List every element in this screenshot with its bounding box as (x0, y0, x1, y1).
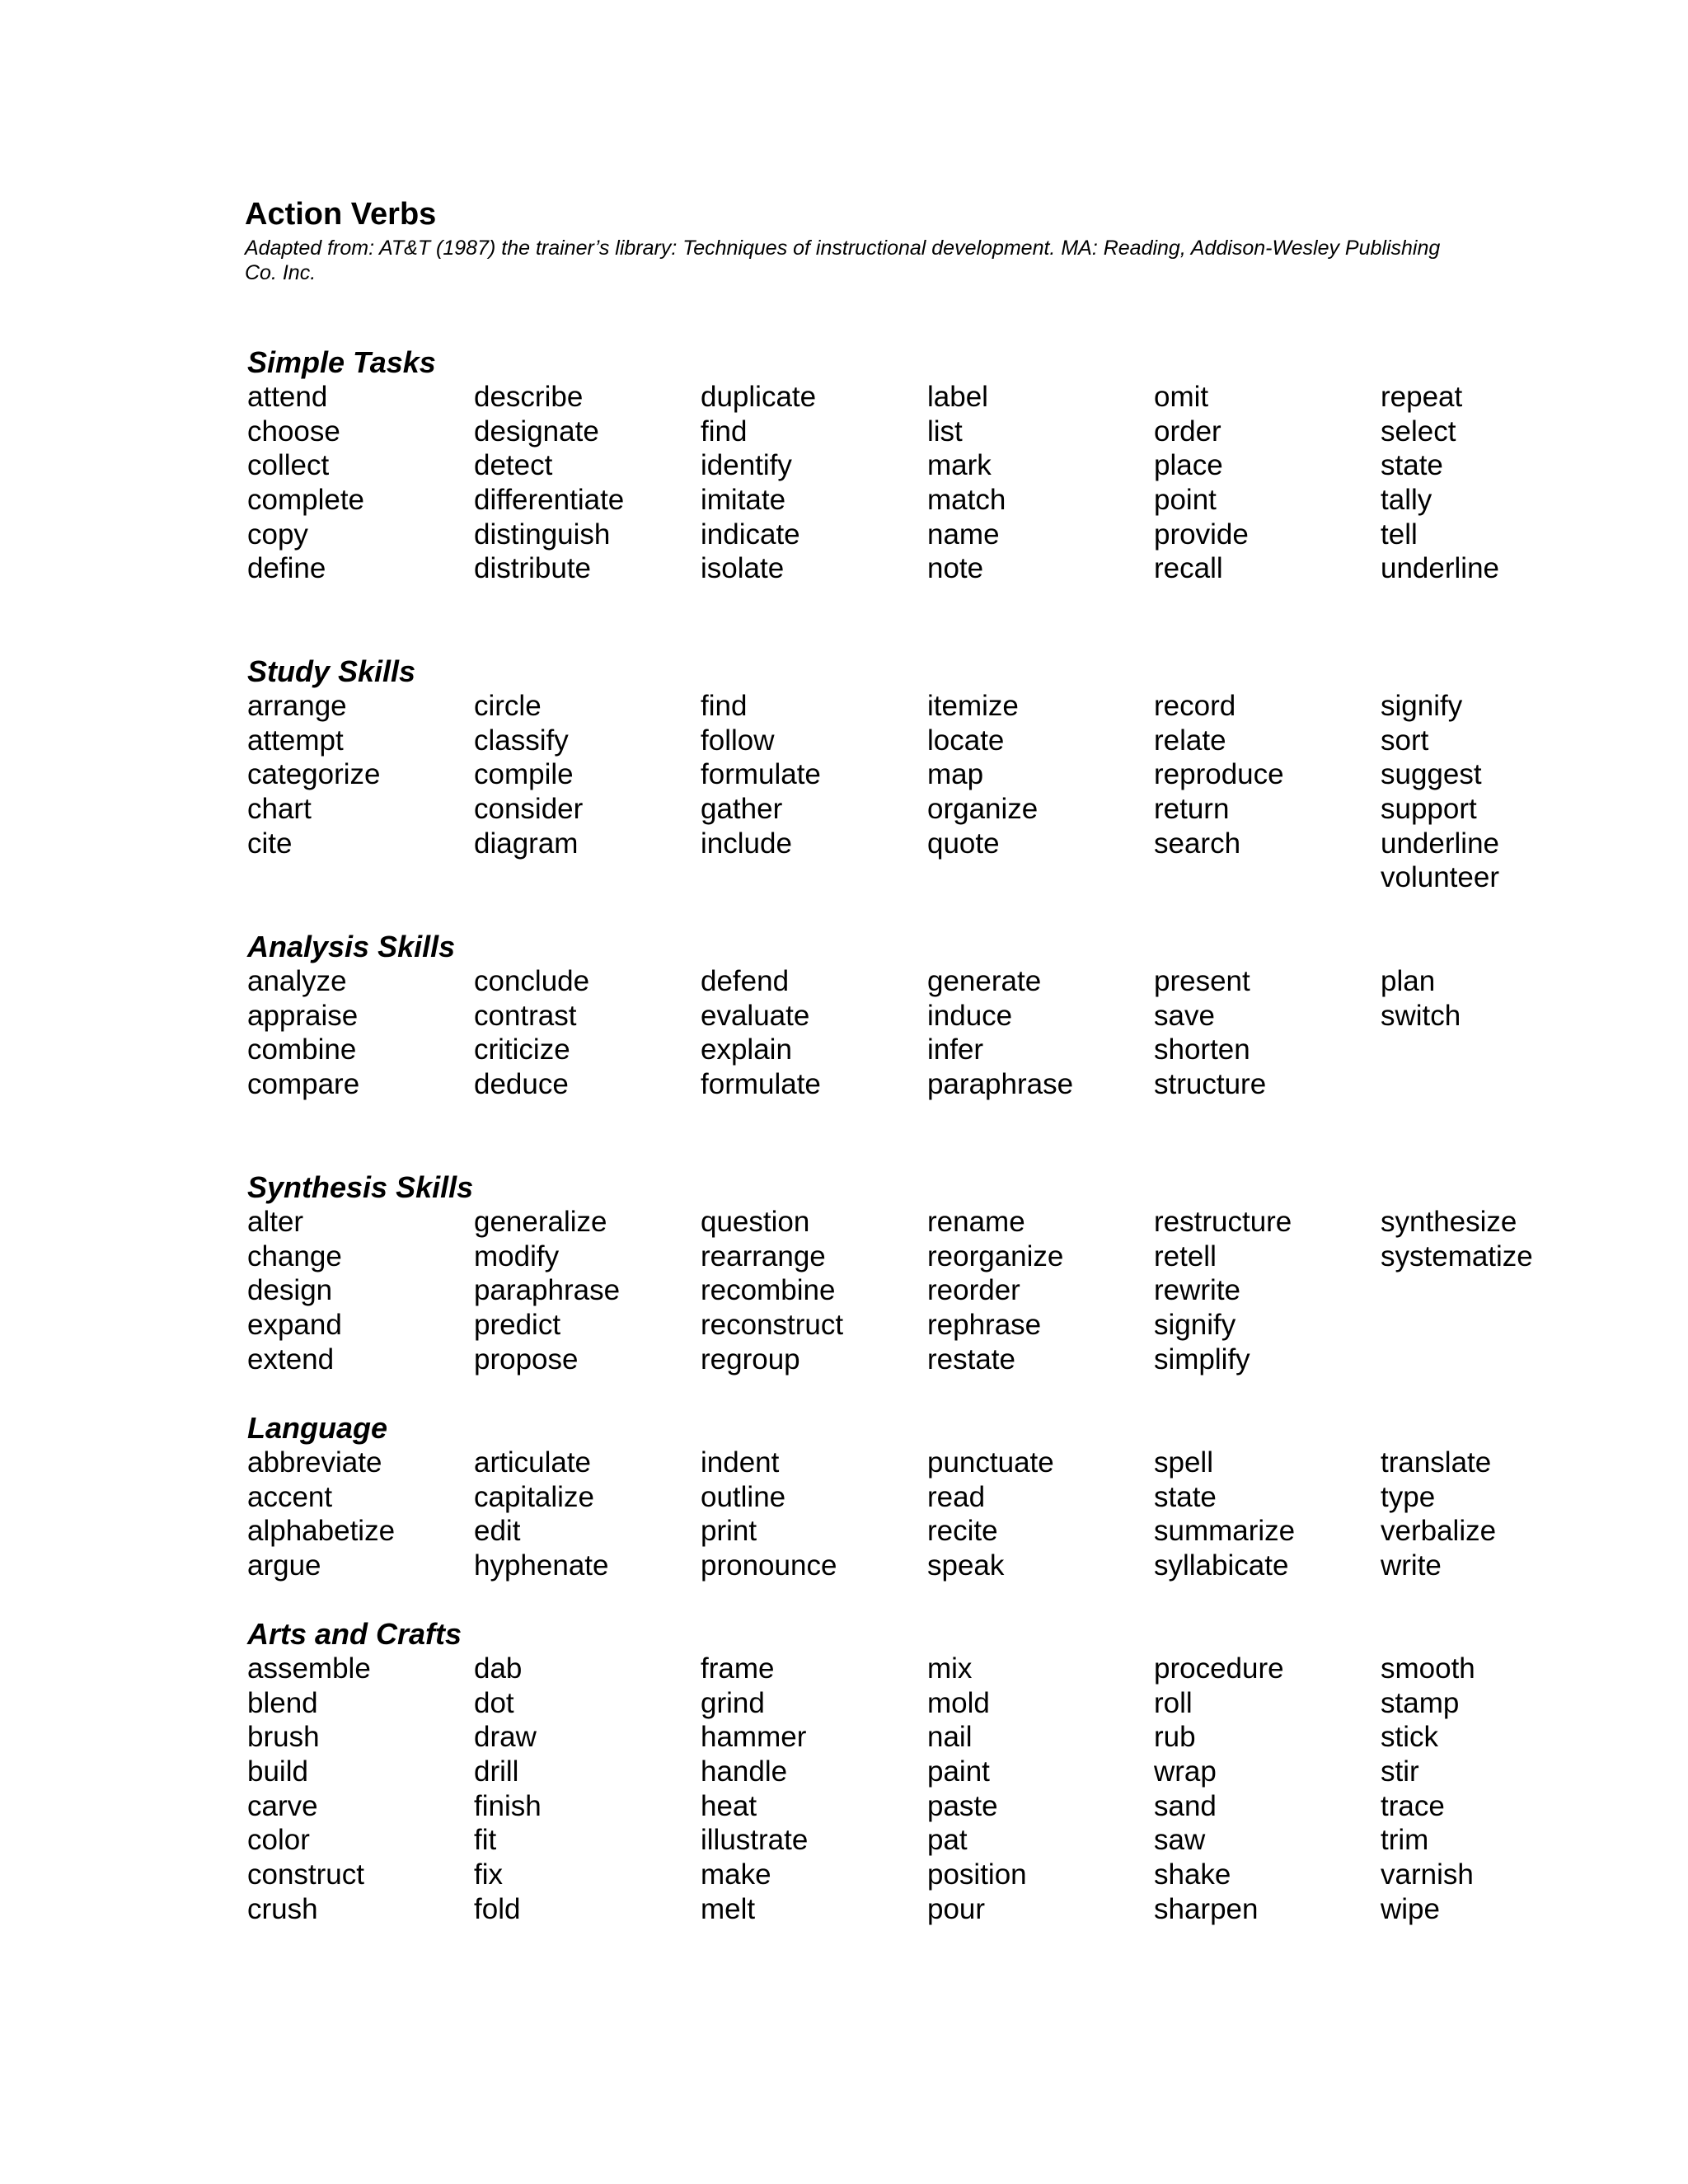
verb-item: punctuate (927, 1446, 1054, 1479)
verb-item: compare (247, 1068, 360, 1101)
verb-item: induce (927, 999, 1013, 1032)
verb-item: change (247, 1240, 342, 1272)
verb-item: label (927, 381, 988, 413)
verb-item: conclude (474, 965, 590, 997)
verb-item: construct (247, 1858, 364, 1891)
verb-item: translate (1381, 1446, 1492, 1479)
verb-item: wrap (1154, 1755, 1217, 1788)
verb-item: signify (1381, 690, 1463, 722)
verb-column (474, 1446, 701, 1583)
verb-item: organize (927, 793, 1039, 826)
verb-column (701, 1205, 927, 1376)
verb-item: attend (247, 381, 328, 413)
verb-item: name (927, 518, 1000, 551)
section-synthesis-skills (247, 1170, 1648, 1376)
verb-item: defend (701, 965, 790, 997)
verb-column (474, 1205, 701, 1376)
verb-item: contrast (474, 999, 577, 1032)
verb-item: reorganize (927, 1240, 1064, 1272)
verb-item: restructure (1154, 1206, 1292, 1238)
verb-item: locate (927, 724, 1005, 757)
verb-column (1154, 380, 1381, 586)
verb-column (701, 1652, 927, 1927)
verb-item: retell (1154, 1240, 1217, 1272)
verb-item: choose (247, 415, 340, 448)
verb-item: extend (247, 1343, 335, 1376)
verb-item: repeat (1381, 381, 1463, 413)
verb-item: indent (701, 1446, 780, 1479)
verb-item: find (701, 415, 748, 448)
verb-item: paste (927, 1789, 998, 1822)
verb-column (247, 1652, 474, 1927)
verb-item: recall (1154, 552, 1223, 585)
verb-column (247, 1446, 474, 1583)
verb-item: summarize (1154, 1515, 1296, 1548)
verb-item: select (1381, 415, 1456, 448)
verb-item: diagram (474, 827, 579, 860)
verb-column (701, 380, 927, 586)
verb-item: analyze (247, 965, 347, 997)
verb-item: frame (701, 1652, 775, 1685)
verb-item: edit (474, 1515, 521, 1548)
verb-item: procedure (1154, 1652, 1284, 1685)
verb-item: suggest (1381, 758, 1482, 791)
verb-item: stamp (1381, 1686, 1460, 1719)
verb-item: draw (474, 1721, 537, 1754)
verb-item: combine (247, 1033, 357, 1066)
verb-item: reorder (927, 1274, 1020, 1307)
verb-item: paraphrase (474, 1274, 621, 1307)
section-heading: Study Skills (247, 654, 416, 688)
verb-item: plan (1381, 965, 1436, 997)
verb-item: accent (247, 1480, 333, 1513)
verb-column (247, 689, 474, 895)
verb-item: search (1154, 827, 1241, 860)
verb-item: record (1154, 690, 1236, 722)
verb-item: argue (247, 1549, 321, 1582)
page-title: Action Verbs (245, 197, 437, 232)
verb-item: identify (701, 449, 792, 482)
verb-item: formulate (701, 1068, 821, 1101)
verb-item: print (701, 1515, 757, 1548)
verb-item: mark (927, 449, 992, 482)
section-analysis-skills (247, 930, 1648, 1102)
verb-item: trace (1381, 1789, 1445, 1822)
verb-item: arrange (247, 690, 347, 722)
verb-item: fit (474, 1824, 497, 1857)
verb-item: color (247, 1824, 310, 1857)
verb-item: formulate (701, 758, 821, 791)
verb-item: dab (474, 1652, 523, 1685)
verb-item: expand (247, 1309, 342, 1342)
verb-item: explain (701, 1033, 792, 1066)
verb-item: read (927, 1480, 986, 1513)
section-arts-and-crafts (247, 1617, 1648, 1927)
verb-item: evaluate (701, 999, 810, 1032)
verb-item: consider (474, 793, 584, 826)
verb-item: chart (247, 793, 312, 826)
verb-item: write (1381, 1549, 1442, 1582)
verb-item: propose (474, 1343, 579, 1376)
verb-item: appraise (247, 999, 359, 1032)
verb-item: infer (927, 1033, 984, 1066)
verb-item: recombine (701, 1274, 836, 1307)
verb-item: rearrange (701, 1240, 826, 1272)
verb-item: gather (701, 793, 783, 826)
verb-item: save (1154, 999, 1215, 1032)
verb-item: assemble (247, 1652, 371, 1685)
verb-item: sort (1381, 724, 1429, 757)
verb-column (1154, 964, 1381, 1102)
verb-column (927, 1446, 1154, 1583)
verb-column (1154, 689, 1381, 895)
verb-item: brush (247, 1721, 320, 1754)
verb-item: criticize (474, 1033, 570, 1066)
verb-column (247, 964, 474, 1102)
verb-item: alter (247, 1206, 304, 1238)
verb-column (474, 689, 701, 895)
verb-item: capitalize (474, 1480, 594, 1513)
verb-item: systematize (1381, 1240, 1533, 1272)
section-heading: Synthesis Skills (247, 1170, 474, 1204)
verb-item: point (1154, 484, 1217, 517)
verb-column (474, 964, 701, 1102)
verb-item: define (247, 552, 326, 585)
verb-item: mold (927, 1686, 990, 1719)
verb-item: varnish (1381, 1858, 1474, 1891)
verb-item: state (1381, 449, 1443, 482)
verb-item: signify (1154, 1309, 1236, 1342)
verb-item: list (927, 415, 963, 448)
verb-item: rephrase (927, 1309, 1042, 1342)
verb-item: underline (1381, 552, 1499, 585)
verb-item: indicate (701, 518, 800, 551)
verb-item: restate (927, 1343, 1015, 1376)
verb-item: isolate (701, 552, 785, 585)
verb-item: predict (474, 1309, 561, 1342)
verb-column (927, 1205, 1154, 1376)
verb-item: generalize (474, 1206, 607, 1238)
verb-column (1154, 1652, 1381, 1927)
verb-column (1381, 380, 1607, 586)
verb-item: syllabicate (1154, 1549, 1289, 1582)
verb-column (927, 689, 1154, 895)
verb-item: hammer (701, 1721, 807, 1754)
section-heading: Arts and Crafts (247, 1617, 462, 1651)
verb-item: make (701, 1858, 771, 1891)
verb-item: quote (927, 827, 1000, 860)
verb-item: follow (701, 724, 775, 757)
verb-item: nail (927, 1721, 973, 1754)
verb-item: verbalize (1381, 1515, 1497, 1548)
verb-item: regroup (701, 1343, 800, 1376)
verb-item: abbreviate (247, 1446, 382, 1479)
section-study-skills (247, 654, 1648, 895)
verb-item: modify (474, 1240, 560, 1272)
verb-item: synthesize (1381, 1206, 1517, 1238)
verb-item: collect (247, 449, 330, 482)
verb-item: mix (927, 1652, 973, 1685)
verb-item: crush (247, 1892, 318, 1925)
section-heading: Analysis Skills (247, 930, 456, 963)
verb-item: finish (474, 1789, 542, 1822)
verb-item: simplify (1154, 1343, 1250, 1376)
verb-columns (247, 689, 1648, 895)
verb-item: carve (247, 1789, 318, 1822)
verb-item: distribute (474, 552, 592, 585)
verb-column (927, 1652, 1154, 1927)
verb-item: note (927, 552, 984, 585)
verb-item: circle (474, 690, 542, 722)
verb-item: position (927, 1858, 1027, 1891)
verb-item: hyphenate (474, 1549, 609, 1582)
verb-item: spell (1154, 1446, 1213, 1479)
verb-column (247, 380, 474, 586)
verb-column (701, 964, 927, 1102)
verb-item: type (1381, 1480, 1436, 1513)
verb-item: illustrate (701, 1824, 809, 1857)
verb-item: duplicate (701, 381, 817, 413)
verb-columns (247, 964, 1648, 1102)
verb-item: shorten (1154, 1033, 1250, 1066)
verb-item: stick (1381, 1721, 1438, 1754)
verb-item: sand (1154, 1789, 1217, 1822)
verb-item: build (247, 1755, 308, 1788)
verb-item: design (247, 1274, 333, 1307)
verb-item: tally (1381, 484, 1432, 517)
citation: Adapted from: AT&T (1987) the trainer’s library: Techniques of instructional development. MA: Reading, Addison-Wesley Publishing Co. Inc. (245, 237, 1441, 284)
verb-item: recite (927, 1515, 998, 1548)
verb-item: imitate (701, 484, 786, 517)
verb-item: pat (927, 1824, 968, 1857)
verb-item: cite (247, 827, 293, 860)
verb-item: present (1154, 965, 1250, 997)
verb-column (927, 380, 1154, 586)
verb-item: wipe (1381, 1892, 1440, 1925)
verb-item: smooth (1381, 1652, 1475, 1685)
verb-item: rub (1154, 1721, 1196, 1754)
section-heading: Simple Tasks (247, 345, 436, 379)
verb-item: blend (247, 1686, 318, 1719)
verb-item: copy (247, 518, 308, 551)
verb-item: structure (1154, 1068, 1267, 1101)
verb-item: outline (701, 1480, 786, 1513)
verb-item: rewrite (1154, 1274, 1241, 1307)
verb-item: map (927, 758, 984, 791)
verb-item: grind (701, 1686, 765, 1719)
verb-item: categorize (247, 758, 381, 791)
verb-item: order (1154, 415, 1221, 448)
verb-column (1154, 1205, 1381, 1376)
verb-item: underline (1381, 827, 1499, 860)
verb-item: place (1154, 449, 1223, 482)
verb-column (1381, 1446, 1607, 1583)
verb-column (701, 689, 927, 895)
verb-item: melt (701, 1892, 756, 1925)
verb-item: fold (474, 1892, 521, 1925)
verb-item: reproduce (1154, 758, 1284, 791)
verb-item: omit (1154, 381, 1209, 413)
verb-item: drill (474, 1755, 519, 1788)
verb-item: speak (927, 1549, 1005, 1582)
verb-item: distinguish (474, 518, 611, 551)
verb-columns (247, 1205, 1648, 1376)
verb-column (474, 380, 701, 586)
verb-columns (247, 380, 1648, 586)
verb-item: question (701, 1206, 810, 1238)
verb-item: find (701, 690, 748, 722)
document-header (245, 196, 1481, 285)
verb-item: differentiate (474, 484, 625, 517)
verb-item: tell (1381, 518, 1418, 551)
verb-item: describe (474, 381, 584, 413)
verb-item: itemize (927, 690, 1019, 722)
verb-item: paraphrase (927, 1068, 1074, 1101)
verb-item: generate (927, 965, 1042, 997)
verb-column (1381, 1652, 1607, 1927)
verb-columns (247, 1446, 1648, 1583)
verb-item: fix (474, 1858, 503, 1891)
section-simple-tasks (247, 345, 1648, 586)
verb-column (474, 1652, 701, 1927)
verb-item: reconstruct (701, 1309, 844, 1342)
verb-item: classify (474, 724, 569, 757)
verb-column (1154, 1446, 1381, 1583)
verb-item: roll (1154, 1686, 1193, 1719)
verb-column (1381, 689, 1607, 895)
verb-item: support (1381, 793, 1477, 826)
verb-item: volunteer (1381, 861, 1499, 894)
verb-item: relate (1154, 724, 1226, 757)
section-heading: Language (247, 1411, 388, 1445)
verb-item: sharpen (1154, 1892, 1259, 1925)
verb-item: designate (474, 415, 599, 448)
verb-item: trim (1381, 1824, 1429, 1857)
verb-item: alphabetize (247, 1515, 396, 1548)
verb-item: pour (927, 1892, 986, 1925)
verb-item: state (1154, 1480, 1217, 1513)
verb-item: dot (474, 1686, 514, 1719)
verb-item: complete (247, 484, 365, 517)
verb-item: pronounce (701, 1549, 837, 1582)
verb-item: deduce (474, 1068, 569, 1101)
verb-item: saw (1154, 1824, 1206, 1857)
verb-column (247, 1205, 474, 1376)
verb-item: stir (1381, 1755, 1419, 1788)
verb-column (927, 964, 1154, 1102)
verb-item: rename (927, 1206, 1025, 1238)
verb-item: provide (1154, 518, 1249, 551)
verb-item: paint (927, 1755, 990, 1788)
verb-item: shake (1154, 1858, 1231, 1891)
verb-item: attempt (247, 724, 344, 757)
verb-item: articulate (474, 1446, 592, 1479)
verb-item: handle (701, 1755, 788, 1788)
section-language (247, 1411, 1648, 1583)
verb-item: detect (474, 449, 553, 482)
verb-item: heat (701, 1789, 757, 1822)
verb-item: compile (474, 758, 574, 791)
verb-item: include (701, 827, 792, 860)
verb-columns (247, 1652, 1648, 1927)
verb-item: match (927, 484, 1006, 517)
verb-item: switch (1381, 999, 1461, 1032)
verb-item: return (1154, 793, 1230, 826)
verb-column (1381, 1205, 1607, 1376)
verb-column (701, 1446, 927, 1583)
verb-column (1381, 964, 1607, 1102)
